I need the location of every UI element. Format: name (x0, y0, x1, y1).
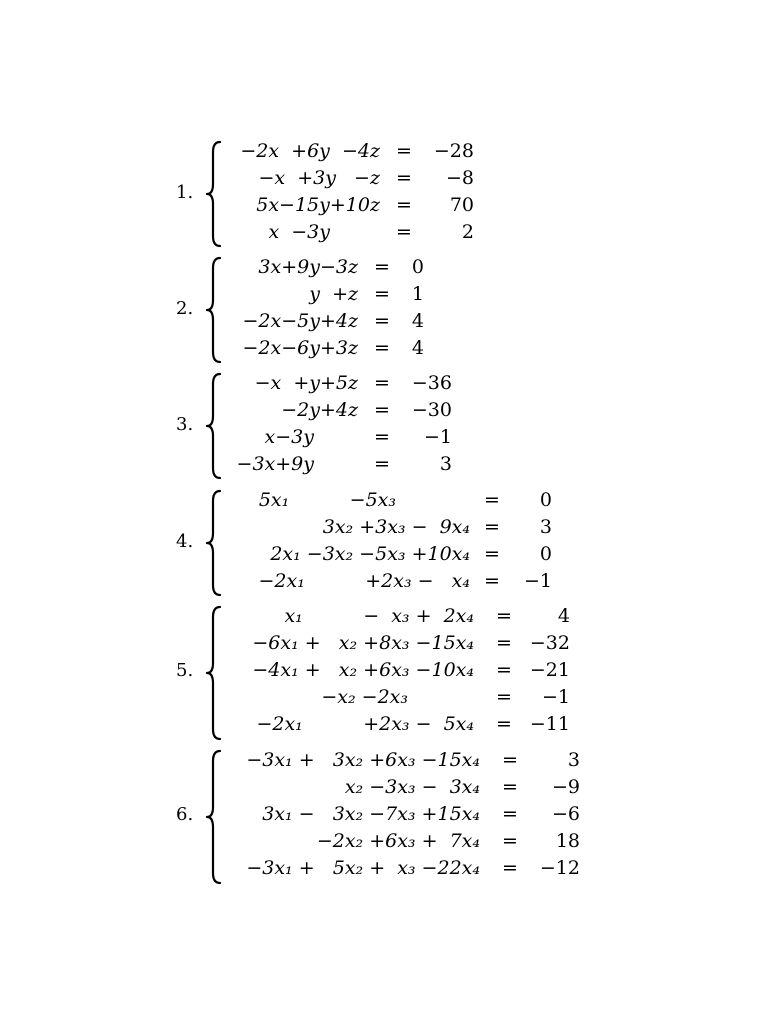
equals-sign: = (396, 140, 412, 162)
left-brace-icon (204, 140, 224, 248)
system-label: 2. (176, 298, 194, 319)
left-brace-icon (204, 605, 224, 741)
equation-rhs: 4 (411, 337, 424, 359)
equals-sign: = (374, 337, 390, 359)
equation-row (230, 774, 590, 801)
equation-lhs: x₂ −3x₃ − 3x₄ (344, 776, 480, 798)
equation-rhs: 4 (557, 605, 570, 627)
equals-sign: = (396, 221, 412, 243)
equation-rhs: 0 (539, 489, 552, 511)
equation-row (230, 855, 590, 882)
equation-lhs: x−3y (264, 426, 314, 448)
equation-rhs: −36 (411, 372, 452, 394)
equation-lhs: x₁ − x₃ + 2x₄ (284, 605, 474, 627)
system-label: 1. (176, 182, 194, 203)
equation-row (230, 192, 490, 219)
equals-sign: = (396, 167, 412, 189)
equals-sign: = (502, 749, 518, 771)
equation-rhs: −1 (541, 686, 570, 708)
system-label: 4. (176, 531, 194, 552)
equals-sign: = (502, 776, 518, 798)
system-label: 6. (176, 804, 194, 825)
equation-row (230, 370, 470, 397)
equation-lhs: −3x+9y (236, 453, 314, 475)
equation-row (230, 138, 490, 165)
equation-lhs: −2y+4z (281, 399, 358, 421)
equation-row (230, 657, 580, 684)
equation-rhs: −30 (411, 399, 452, 421)
equals-sign: = (484, 516, 500, 538)
system-label: 5. (176, 660, 194, 681)
left-brace-icon (204, 489, 224, 597)
equation-lhs: 5x₁ −5x₃ (258, 489, 396, 511)
equation-lhs: −3x₁ + 5x₂ + x₃ −22x₄ (246, 857, 480, 879)
equation-row (230, 281, 450, 308)
equation-lhs: 3x+9y−3z (258, 256, 358, 278)
equation-system-2 (0, 254, 768, 366)
equation-row (230, 397, 470, 424)
equals-sign: = (374, 426, 390, 448)
equation-lhs: −2x₁ +2x₃ − x₄ (258, 570, 470, 592)
left-brace-icon (204, 372, 224, 480)
equals-sign: = (496, 605, 512, 627)
equals-sign: = (374, 399, 390, 421)
equation-row (230, 165, 490, 192)
equation-row (230, 487, 570, 514)
equation-rhs: −28 (433, 140, 474, 162)
equation-lhs: −2x₁ +2x₃ − 5x₄ (256, 713, 474, 735)
equation-lhs: −2x−6y+3z (242, 337, 358, 359)
equation-rhs: −6 (551, 803, 580, 825)
equals-sign: = (496, 632, 512, 654)
equation-rhs: 3 (567, 749, 580, 771)
equation-rhs: −32 (529, 632, 570, 654)
equation-lhs: −x +3y −z (258, 167, 380, 189)
equals-sign: = (496, 686, 512, 708)
equation-lhs: 3x₁ − 3x₂ −7x₃ +15x₄ (262, 803, 480, 825)
equation-lhs: −6x₁ + x₂ +8x₃ −15x₄ (252, 632, 474, 654)
equation-rhs: −12 (539, 857, 580, 879)
equation-rhs: −11 (529, 713, 570, 735)
equals-sign: = (374, 283, 390, 305)
equals-sign: = (374, 372, 390, 394)
equation-row (230, 335, 450, 362)
equals-sign: = (496, 713, 512, 735)
equation-system-3 (0, 370, 768, 482)
equation-rhs: −8 (445, 167, 474, 189)
equals-sign: = (374, 256, 390, 278)
equals-sign: = (496, 659, 512, 681)
equals-sign: = (502, 857, 518, 879)
equals-sign: = (396, 194, 412, 216)
equation-row (230, 254, 450, 281)
system-label: 3. (176, 414, 194, 435)
equals-sign: = (502, 830, 518, 852)
equation-lhs: −4x₁ + x₂ +6x₃ −10x₄ (252, 659, 474, 681)
equation-rhs: 1 (411, 283, 424, 305)
equation-row (230, 568, 570, 595)
equation-lhs: 3x₂ +3x₃ − 9x₄ (322, 516, 470, 538)
equation-lhs: −x +y+5z (254, 372, 358, 394)
left-brace-icon (204, 749, 224, 885)
equation-lhs: −2x +6y −4z (240, 140, 380, 162)
equals-sign: = (374, 310, 390, 332)
equation-rhs: −9 (551, 776, 580, 798)
equation-row (230, 747, 590, 774)
equation-row (230, 308, 450, 335)
equation-row (230, 603, 580, 630)
equation-system-6 (0, 747, 768, 887)
equation-system-1 (0, 138, 768, 250)
equation-row (230, 451, 470, 478)
equals-sign: = (484, 489, 500, 511)
equation-rhs: −1 (423, 426, 452, 448)
equation-lhs: −x₂ −2x₃ (321, 686, 408, 708)
equation-row (230, 828, 590, 855)
equation-row (230, 711, 580, 738)
equals-sign: = (484, 570, 500, 592)
equation-rhs: 0 (539, 543, 552, 565)
equation-lhs: x −3y (268, 221, 330, 243)
equation-row (230, 219, 490, 246)
equation-lhs: y +z (309, 283, 358, 305)
equals-sign: = (484, 543, 500, 565)
equation-lhs: 5x−15y+10z (256, 194, 380, 216)
equals-sign: = (374, 453, 390, 475)
equation-row (230, 541, 570, 568)
equation-system-4 (0, 487, 768, 599)
equation-rhs: 2 (461, 221, 474, 243)
equation-rhs: 3 (439, 453, 452, 475)
equals-sign: = (502, 803, 518, 825)
equation-lhs: −2x−5y+4z (242, 310, 358, 332)
equation-rhs: 3 (539, 516, 552, 538)
equation-rhs: −21 (529, 659, 570, 681)
equation-row (230, 630, 580, 657)
equation-rhs: 18 (555, 830, 580, 852)
equation-row (230, 424, 470, 451)
equation-rhs: 70 (449, 194, 474, 216)
equation-row (230, 801, 590, 828)
equation-row (230, 514, 570, 541)
equation-rhs: 4 (411, 310, 424, 332)
equation-lhs: −2x₂ +6x₃ + 7x₄ (316, 830, 480, 852)
equation-lhs: −3x₁ + 3x₂ +6x₃ −15x₄ (246, 749, 480, 771)
equation-lhs: 2x₁ −3x₂ −5x₃ +10x₄ (270, 543, 470, 565)
equation-rhs: −1 (523, 570, 552, 592)
left-brace-icon (204, 256, 224, 364)
equation-system-5 (0, 603, 768, 743)
equation-row (230, 684, 580, 711)
equation-rhs: 0 (411, 256, 424, 278)
